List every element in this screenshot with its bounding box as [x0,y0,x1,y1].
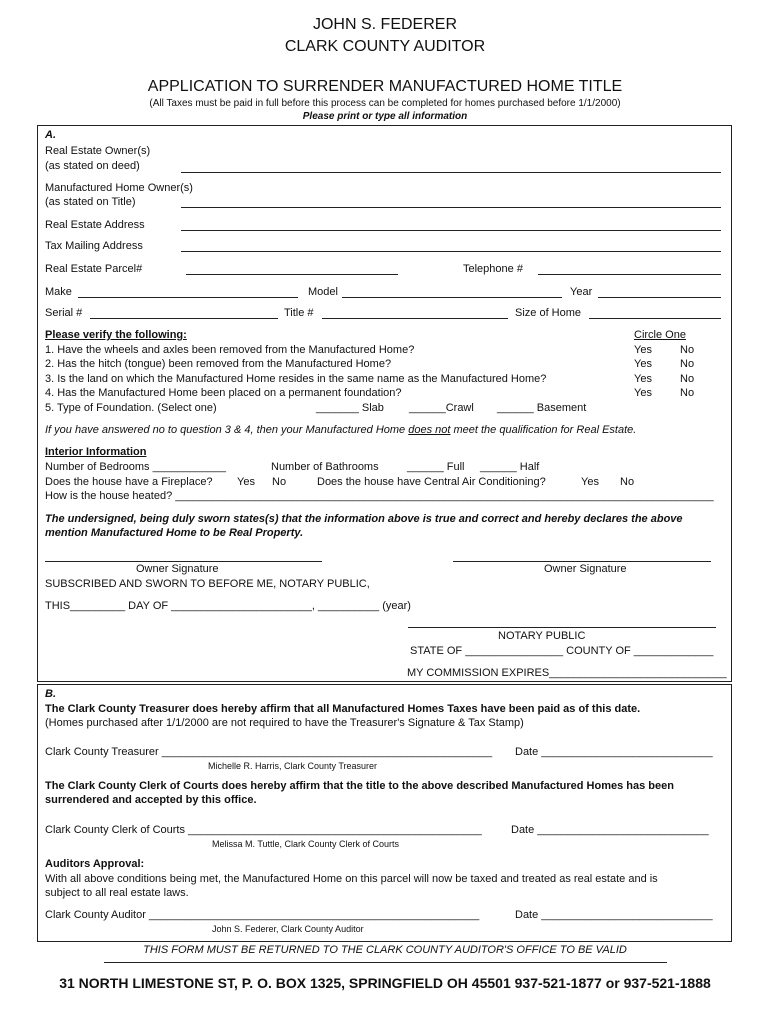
q1-yes-option[interactable]: Yes [634,344,652,356]
warning-pre: If you have answered no to question 3 & 4, then your Manufactured Home [45,424,409,436]
year-label: Year [570,286,593,298]
auditor-signature-field[interactable]: Clark County Auditor ______________________________________________________ [45,909,480,921]
model-field[interactable] [342,297,562,298]
office-address: 31 NORTH LIMESTONE ST, P. O. BOX 1325, SPRINGFIELD OH 45501 937-521-1877 or 937-521-1888 [59,975,711,991]
footer-divider [104,962,667,963]
title-no-label: Title # [284,307,314,319]
state-county-field[interactable]: STATE OF ________________ COUNTY OF _____________ [410,645,714,657]
auditor-date-field[interactable]: Date ____________________________ [515,909,713,921]
owner-signature-label-2: Owner Signature [544,563,627,575]
return-note: THIS FORM MUST BE RETURNED TO THE CLARK COUNTY AUDITOR'S OFFICE TO BE VALID [143,944,627,956]
year-field[interactable] [598,297,721,298]
parcel-label: Real Estate Parcel# [45,263,143,275]
telephone-field[interactable] [538,274,721,275]
owner-signature-line-1[interactable] [45,561,322,562]
treasurer-date-field[interactable]: Date ____________________________ [515,746,713,758]
make-field[interactable] [78,297,298,298]
fireplace-question: Does the house have a Fireplace? [45,476,213,488]
half-bath-field[interactable]: ______ Half [480,461,540,473]
treasurer-affirmation: The Clark County Treasurer does hereby affirm that all Manufactured Homes Taxes have been paid as of this date. [45,703,641,715]
commission-expires-field[interactable]: MY COMMISSION EXPIRES_____________________________ [407,667,727,679]
size-field[interactable] [589,318,721,319]
bedrooms-field[interactable]: Number of Bedrooms ____________ [45,461,227,473]
mh-owner-label: Manufactured Home Owner(s) [45,182,193,194]
auditor-approval-text-1: With all above conditions being met, the Manufactured Home on this parcel will now be taxed and treated as real estate and is [45,873,658,885]
real-estate-owner-sublabel: (as stated on deed) [45,160,140,172]
verify-heading: Please verify the following: [45,329,187,341]
real-estate-owner-field[interactable] [181,172,721,173]
auditor-name: JOHN S. FEDERER [312,16,457,33]
question-2: 2. Has the hitch (tongue) been removed from the Manufactured Home? [45,358,392,370]
mh-owner-field[interactable] [181,207,721,208]
q3-no-option[interactable]: No [680,373,695,385]
qualification-warning [45,424,636,436]
subscribed-statement: SUBSCRIBED AND SWORN TO BEFORE ME, NOTARY PUBLIC, [45,578,370,590]
this-day-field[interactable]: THIS_________ DAY OF _______________________, __________ (year) [45,600,411,612]
basement-option[interactable]: ______ Basement [497,402,587,414]
treasurer-name: Michelle R. Harris, Clark County Treasurer [208,761,378,771]
fireplace-no-option[interactable]: No [272,476,287,488]
telephone-label: Telephone # [463,263,523,275]
interior-heading: Interior Information [45,446,147,458]
question-5: 5. Type of Foundation. (Select one) [45,402,217,414]
auditor-signer-name: John S. Federer, Clark County Auditor [212,924,364,934]
sworn-statement-2: mention Manufactured Home to be Real Property. [45,527,304,539]
question-1: 1. Have the wheels and axles been removed from the Manufactured Home? [45,344,415,356]
make-label: Make [45,286,72,298]
clerk-affirmation-2: surrendered and accepted by this office. [45,794,257,806]
slab-option[interactable]: _______ Slab [316,402,384,414]
section-a-letter: A. [45,129,56,141]
circle-one-label: Circle One [634,329,686,341]
q4-no-option[interactable]: No [680,387,695,399]
print-instruction: Please print or type all information [302,111,468,122]
heating-field[interactable]: How is the house heated? ________________________________________________________________________________________ [45,490,714,502]
q4-yes-option[interactable]: Yes [634,387,652,399]
owner-signature-label-1: Owner Signature [136,563,219,575]
auditor-approval-heading: Auditors Approval: [45,858,145,870]
title-no-field[interactable] [322,318,508,319]
bathrooms-label: Number of Bathrooms [271,461,379,473]
crawl-option[interactable]: ______Crawl [409,402,474,414]
fireplace-yes-option[interactable]: Yes [237,476,255,488]
central-air-yes-option[interactable]: Yes [581,476,599,488]
mh-owner-sublabel: (as stated on Title) [45,196,136,208]
full-bath-field[interactable]: ______ Full [407,461,465,473]
serial-label: Serial # [45,307,83,319]
owner-signature-line-2[interactable] [453,561,711,562]
treasurer-signature-field[interactable]: Clark County Treasurer ______________________________________________________ [45,746,493,758]
central-air-question: Does the house have Central Air Conditioning? [317,476,546,488]
q2-no-option[interactable]: No [680,358,695,370]
warning-emphasis: does not [408,424,451,436]
warning-post: meet the qualification for Real Estate. [450,424,637,436]
question-4: 4. Has the Manufactured Home been placed on a permanent foundation? [45,387,402,399]
form-title: APPLICATION TO SURRENDER MANUFACTURED HOME TITLE [147,78,623,95]
real-estate-address-field[interactable] [181,230,721,231]
section-b-letter: B. [45,688,56,700]
size-label: Size of Home [515,307,582,319]
auditor-approval-text-2: subject to all real estate laws. [45,887,189,899]
tax-note: (All Taxes must be paid in full before this process can be completed for homes purchased before 1/1/2000) [149,98,621,109]
real-estate-owner-label: Real Estate Owner(s) [45,145,151,157]
q3-yes-option[interactable]: Yes [634,373,652,385]
tax-mailing-field[interactable] [181,251,721,252]
model-label: Model [308,286,338,298]
parcel-field[interactable] [186,274,398,275]
notary-public-label: NOTARY PUBLIC [498,630,586,642]
central-air-no-option[interactable]: No [620,476,635,488]
clerk-name: Melissa M. Tuttle, Clark County Clerk of Courts [212,839,400,849]
question-3: 3. Is the land on which the Manufactured Home resides in the same name as the Manufactured Home? [45,373,547,385]
real-estate-address-label: Real Estate Address [45,219,145,231]
clerk-affirmation-1: The Clark County Clerk of Courts does hereby affirm that the title to the above described Manufactured Homes has been [45,780,674,792]
notary-signature-line[interactable] [408,627,716,628]
treasurer-note: (Homes purchased after 1/1/2000 are not required to have the Treasurer's Signature & Tax Stamp) [45,717,524,729]
auditor-office: CLARK COUNTY AUDITOR [284,38,486,55]
q2-yes-option[interactable]: Yes [634,358,652,370]
tax-mailing-label: Tax Mailing Address [45,240,143,252]
clerk-signature-field[interactable]: Clark County Clerk of Courts ________________________________________________ [45,824,482,836]
clerk-date-field[interactable]: Date ____________________________ [511,824,709,836]
q1-no-option[interactable]: No [680,344,695,356]
serial-field[interactable] [90,318,278,319]
sworn-statement-1: The undersigned, being duly sworn states(s) that the information above is true and correct and hereby declares the above [45,513,683,525]
